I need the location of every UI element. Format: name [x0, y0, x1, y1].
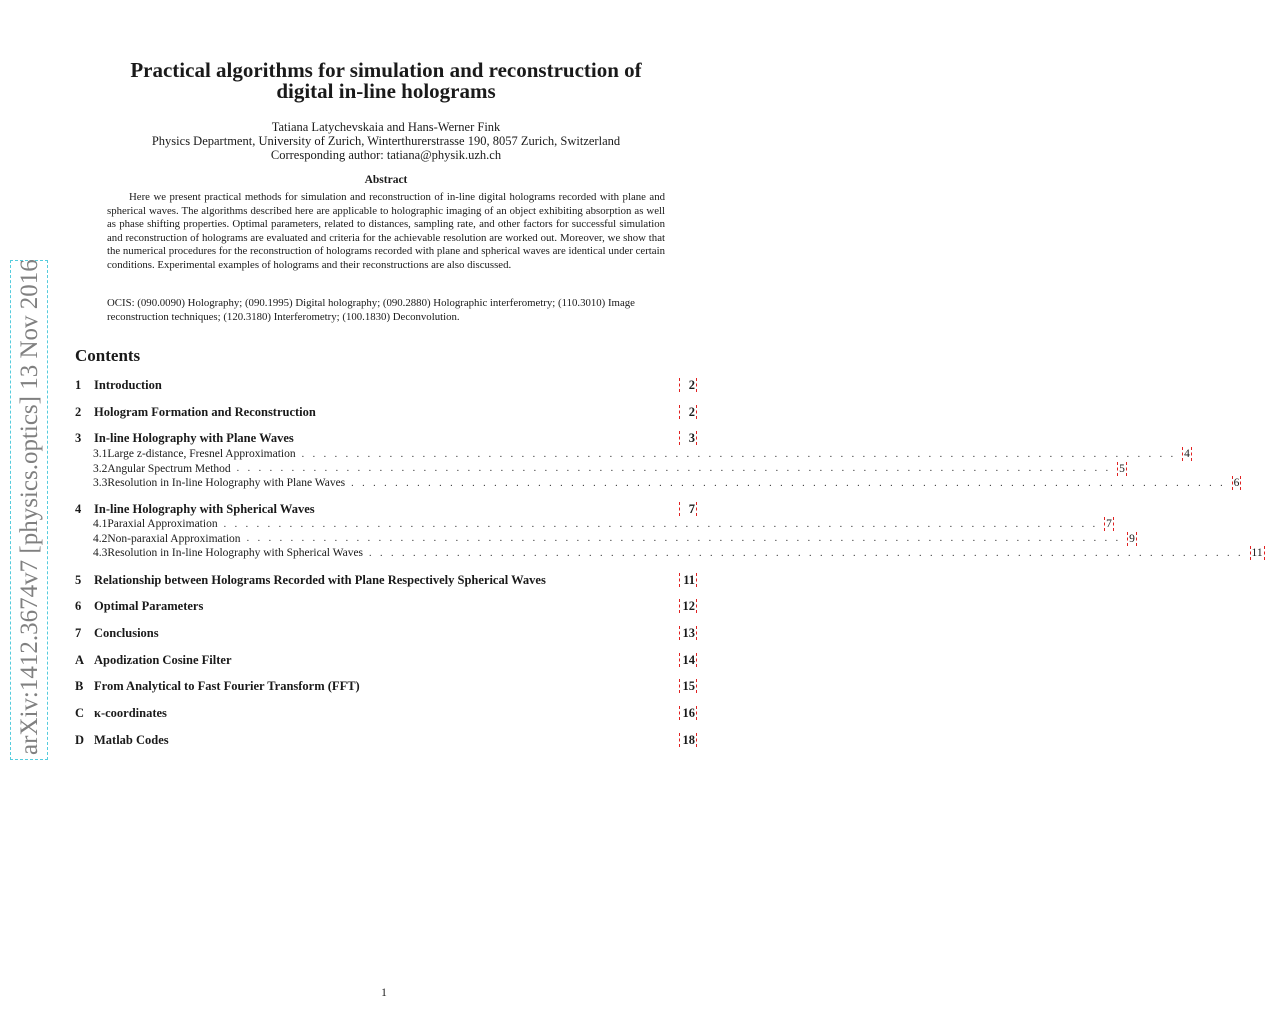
toc-page-link[interactable]: 7	[1106, 518, 1112, 530]
toc-page-link[interactable]: 13	[679, 626, 697, 640]
toc-page-link[interactable]: 7	[679, 502, 697, 516]
toc-dot-leader: . . . . . . . . . . . . . . . . . . . . . . . . . . . . . . . . . . . . . . . . . . . . . . . . . . . . . . . . . . . . . . . . . . . . . . . . . . . . . . . .	[223, 518, 1099, 530]
toc-subsection[interactable]	[93, 532, 1135, 546]
authors: Tatiana Latychevskaia and Hans-Werner Fink	[271, 120, 501, 134]
toc-section-title[interactable]: Optimal Parameters	[94, 599, 204, 613]
corresponding-author: Corresponding author: tatiana@physik.uzh.ch	[270, 148, 502, 162]
abstract	[107, 191, 665, 273]
toc-dot-leader: . . . . . . . . . . . . . . . . . . . . . . . . . . . . . . . . . . . . . . . . . . . . . . . . . . . . . . . . . . . . . . . . . . . . . . . . . . . . . . . .	[301, 448, 1177, 460]
toc-dot-leader: . . . . . . . . . . . . . . . . . . . . . . . . . . . . . . . . . . . . . . . . . . . . . . . . . . . . . . . . . . . . . . . . . . . . . . . . . . . . . . . .	[351, 477, 1226, 489]
toc-subsection-number: 3.1	[93, 448, 108, 460]
paper-title-line-2: digital in-line holograms	[276, 79, 496, 103]
toc-page-link[interactable]: 2	[679, 378, 697, 392]
toc-subsection-number: 3.3	[93, 477, 108, 489]
toc-subsection-title[interactable]: Non-paraxial Approximation	[107, 532, 241, 545]
toc-section[interactable]	[75, 405, 697, 423]
toc-section-title[interactable]: Conclusions	[94, 626, 159, 640]
toc-page-link[interactable]: 2	[679, 405, 697, 419]
toc-section-title[interactable]: Introduction	[94, 378, 162, 392]
toc-section-number: A	[75, 653, 85, 667]
ocis-codes: OCIS: (090.0090) Holography; (090.1995) Digital holography; (090.2880) Holographic interferometry; (110.3010) Image reconstruction techniques; (120.3180) Interferometry; (100.1830) Deconvolution.	[107, 297, 635, 323]
toc-section-title[interactable]: From Analytical to Fast Fourier Transform (FFT)	[94, 679, 360, 693]
abstract-text: Here we present practical methods for simulation and reconstruction of in-line digital holograms recorded with plane and spherical waves. The algorithms described here are applicable to holographic imaging of an object exhibiting absorption as well as phase shifting properties. Optimal parameters, related to distances, sampling rate, and other factors for successful simulation and reconstruction of holograms are evaluated and criteria for the achievable resolution are worked out. Moreover, we show that the numerical procedures for the reconstruction of holograms recorded with plane and spherical waves are identical under certain conditions. Experimental examples of holograms and their reconstructions are also discussed.	[107, 191, 665, 271]
toc-subsection-number: 4.3	[93, 547, 108, 559]
toc-section-number: 4	[75, 502, 82, 516]
toc-subsection-number: 3.2	[93, 462, 108, 475]
toc-subsection-title[interactable]: Paraxial Approximation	[107, 518, 218, 530]
toc-page-link[interactable]: 16	[679, 706, 697, 720]
toc-dot-leader: . . . . . . . . . . . . . . . . . . . . . . . . . . . . . . . . . . . . . . . . . . . . . . . . . . . . . . . . . . . . . . . . . . . . . . . . . . . . . . . .	[246, 533, 1122, 544]
toc-section[interactable]	[75, 599, 697, 617]
toc-subsection-title[interactable]: Resolution in In-line Holography with Plane Waves	[107, 477, 346, 489]
toc-section[interactable]	[75, 653, 697, 671]
toc-section-number: 6	[75, 599, 82, 613]
toc-section[interactable]	[75, 378, 697, 396]
toc-section-number: 7	[75, 626, 82, 640]
toc-section-number: D	[75, 733, 85, 747]
toc-section-title[interactable]: In-line Holography with Plane Waves	[94, 431, 294, 445]
toc-section-title[interactable]: κ-coordinates	[94, 706, 167, 720]
toc-page-link[interactable]: 4	[1184, 448, 1190, 460]
toc-section-title[interactable]: Relationship between Holograms Recorded with Plane Respectively Spherical Waves	[94, 573, 546, 587]
toc-section[interactable]	[75, 706, 697, 724]
toc-section[interactable]	[75, 573, 697, 591]
toc-page-link[interactable]: 12	[679, 599, 697, 613]
toc-subsection-title[interactable]: Resolution in In-line Holography with Spherical Waves	[107, 547, 364, 559]
toc-page-link[interactable]: 18	[679, 733, 697, 747]
toc-section-title[interactable]: Apodization Cosine Filter	[94, 653, 232, 667]
toc-subsection-title[interactable]: Large z-distance, Fresnel Approximation	[107, 448, 296, 460]
paper-title	[60, 60, 712, 102]
toc-section[interactable]	[75, 679, 697, 697]
toc-section[interactable]	[75, 733, 697, 751]
toc-section-number: 3	[75, 431, 82, 445]
toc-dot-leader: . . . . . . . . . . . . . . . . . . . . . . . . . . . . . . . . . . . . . . . . . . . . . . . . . . . . . . . . . . . . . . . . . . . . . . . . . . . . . . . .	[236, 463, 1112, 474]
toc-section-number: C	[75, 706, 85, 720]
toc-subsection[interactable]	[93, 447, 1190, 461]
toc-section-number: B	[75, 679, 84, 693]
toc-section-number: 1	[75, 378, 82, 392]
toc-page-link[interactable]: 11	[1251, 547, 1263, 559]
arxiv-stamp[interactable]: arXiv:1412.3674v7 [physics.optics] 13 Nov 2016	[10, 260, 48, 760]
toc-page-link[interactable]: 3	[679, 431, 697, 445]
toc-subsection[interactable]	[93, 546, 1263, 560]
toc-section-title[interactable]: Matlab Codes	[94, 733, 169, 747]
toc-subsection[interactable]	[93, 517, 1112, 531]
toc-subsection-title[interactable]: Angular Spectrum Method	[107, 462, 231, 475]
toc-subsection-number: 4.1	[93, 518, 108, 530]
toc-page-link[interactable]: 9	[1129, 532, 1135, 545]
paper-title-line-1: Practical algorithms for simulation and reconstruction of	[130, 58, 642, 82]
toc-subsection-number: 4.2	[93, 532, 108, 545]
toc-page-link[interactable]: 14	[679, 653, 697, 667]
abstract-heading: Abstract	[364, 174, 408, 186]
toc-dot-leader: . . . . . . . . . . . . . . . . . . . . . . . . . . . . . . . . . . . . . . . . . . . . . . . . . . . . . . . . . . . . . . . . . . . . . . . . . . . . . . . .	[369, 547, 1244, 559]
toc-subsection[interactable]	[93, 462, 1125, 476]
toc-page-link[interactable]: 11	[679, 573, 697, 587]
toc-section-title[interactable]: In-line Holography with Spherical Waves	[94, 502, 315, 516]
contents-heading: Contents	[75, 346, 141, 365]
toc-page-link[interactable]: 15	[679, 679, 697, 693]
toc-subsection[interactable]	[93, 476, 1240, 490]
toc-section-number: 2	[75, 405, 82, 419]
toc-section-number: 5	[75, 573, 82, 587]
toc-section-title[interactable]: Hologram Formation and Reconstruction	[94, 405, 316, 419]
page-number: 1	[381, 987, 387, 999]
toc-section[interactable]	[75, 626, 697, 644]
toc-page-link[interactable]: 5	[1119, 462, 1125, 475]
affiliation: Physics Department, University of Zurich, Winterthurerstrasse 190, 8057 Zurich, Switzerland	[151, 134, 621, 148]
toc-page-link[interactable]: 6	[1233, 477, 1240, 489]
